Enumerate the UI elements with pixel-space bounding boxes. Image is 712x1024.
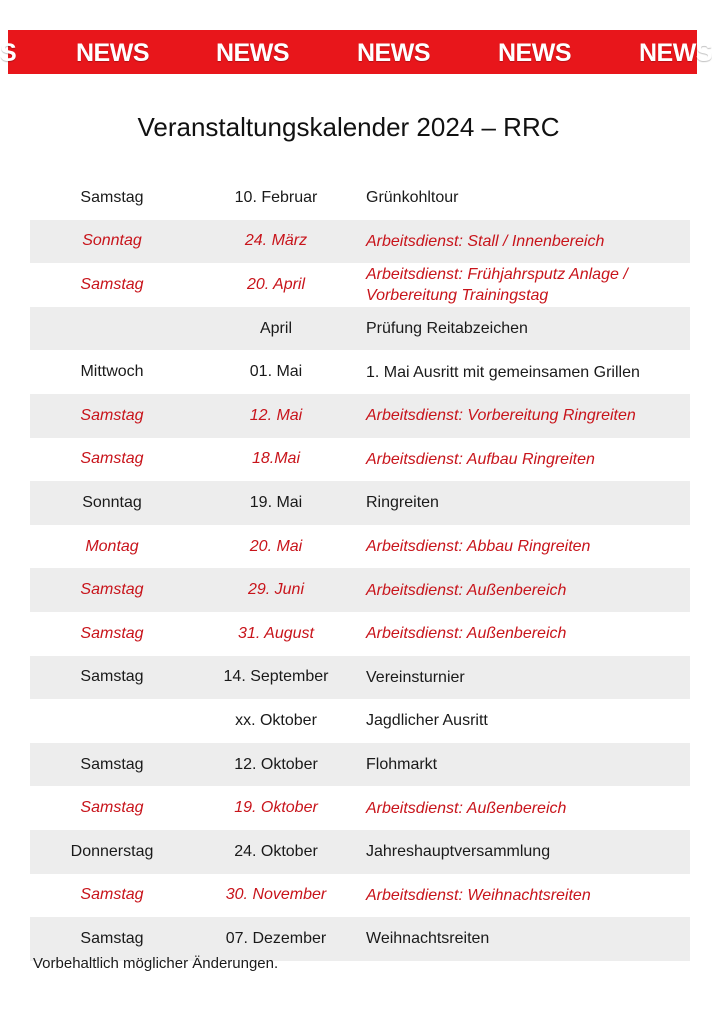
footer-note: Vorbehaltlich möglicher Änderungen. [33, 955, 279, 972]
event-description: Jagdlicher Ausritt [366, 712, 488, 730]
event-date: April [259, 319, 292, 337]
event-weekday: Samstag [80, 886, 144, 904]
event-description: Arbeitsdienst: Vorbereitung Ringreiten [366, 407, 636, 425]
banner-news-label: S [0, 39, 17, 67]
event-weekday: Donnerstag [70, 842, 154, 860]
event-date: 29. Juni [247, 581, 305, 599]
event-weekday [30, 699, 194, 743]
event-date: 30. November [225, 886, 327, 904]
event-description: Arbeitsdienst: Frühjahrsputz Anlage / Vorbereitung Trainingstag [366, 265, 628, 304]
event-row [30, 307, 690, 351]
event-description: Arbeitsdienst: Weihnachtsreiten [366, 886, 591, 904]
event-date: 24. Oktober [234, 842, 318, 860]
event-weekday: Samstag [80, 188, 144, 206]
event-date: 01. Mai [249, 363, 303, 381]
event-row [30, 874, 690, 918]
banner-news-label: NEWS [76, 39, 149, 67]
event-description: Grünkohltour [366, 189, 459, 207]
event-description: Prüfung Reitabzeichen [366, 320, 528, 338]
event-description: Arbeitsdienst: Abbau Ringreiten [366, 538, 591, 556]
event-date: 20. Mai [249, 537, 303, 555]
event-description: Jahreshauptversammlung [366, 843, 551, 861]
event-row [30, 525, 690, 569]
event-date: 07. Dezember [225, 929, 327, 947]
event-date: 12. Oktober [234, 755, 318, 773]
event-description: Arbeitsdienst: Stall / Innenbereich [366, 232, 605, 250]
event-description: Vereinsturnier [366, 668, 465, 686]
event-row [30, 263, 690, 307]
event-date: 14. September [223, 668, 329, 686]
event-description: Ringreiten [366, 494, 439, 512]
event-row [30, 394, 690, 438]
event-row [30, 699, 690, 743]
event-row [30, 220, 690, 264]
banner-news-label: NEWS [357, 39, 430, 67]
event-description: 1. Mai Ausritt mit gemeinsamen Grillen [366, 363, 640, 381]
event-description: Flohmarkt [366, 756, 438, 774]
event-date: 19. Oktober [234, 799, 318, 817]
event-row [30, 438, 690, 482]
page-title: Veranstaltungskalender 2024 – RRC [137, 112, 560, 142]
event-description: Arbeitsdienst: Außenbereich [366, 581, 567, 599]
event-description: Arbeitsdienst: Außenbereich [366, 625, 567, 643]
event-date: 24. März [244, 232, 308, 250]
event-description: Weihnachtsreiten [366, 930, 490, 948]
event-date: 20. April [246, 275, 306, 293]
event-weekday: Samstag [80, 581, 144, 599]
event-weekday: Samstag [80, 624, 144, 642]
event-date: 19. Mai [249, 493, 303, 511]
banner-news-label: NEWS [216, 39, 289, 67]
event-date: 31. August [238, 624, 314, 642]
event-row [30, 612, 690, 656]
event-weekday: Samstag [80, 406, 144, 424]
event-date: xx. Oktober [235, 711, 317, 729]
banner-news-label: NEWS [498, 39, 571, 67]
event-row [30, 481, 690, 525]
event-weekday: Montag [85, 537, 139, 555]
event-description: Arbeitsdienst: Aufbau Ringreiten [366, 450, 595, 468]
event-date: 18.Mai [251, 450, 301, 468]
event-row [30, 656, 690, 700]
event-row [30, 786, 690, 830]
event-weekday: Samstag [80, 450, 144, 468]
event-weekday: Samstag [80, 929, 144, 947]
event-calendar-table [30, 176, 690, 961]
event-row [30, 568, 690, 612]
event-weekday [30, 307, 194, 351]
event-weekday: Samstag [80, 668, 144, 686]
event-date: 10. Februar [234, 188, 318, 206]
event-row [30, 350, 690, 394]
event-row [30, 176, 690, 220]
event-weekday: Samstag [80, 799, 144, 817]
event-weekday: Sonntag [82, 232, 142, 250]
event-description: Arbeitsdienst: Außenbereich [366, 799, 567, 817]
event-row [30, 830, 690, 874]
event-date: 12. Mai [249, 406, 303, 424]
event-weekday: Samstag [80, 755, 144, 773]
event-weekday: Mittwoch [80, 363, 144, 381]
event-row [30, 743, 690, 787]
event-weekday: Samstag [80, 275, 144, 293]
event-weekday: Sonntag [82, 493, 142, 511]
banner-news-label: NEWS [639, 39, 712, 67]
news-banner [0, 30, 712, 74]
